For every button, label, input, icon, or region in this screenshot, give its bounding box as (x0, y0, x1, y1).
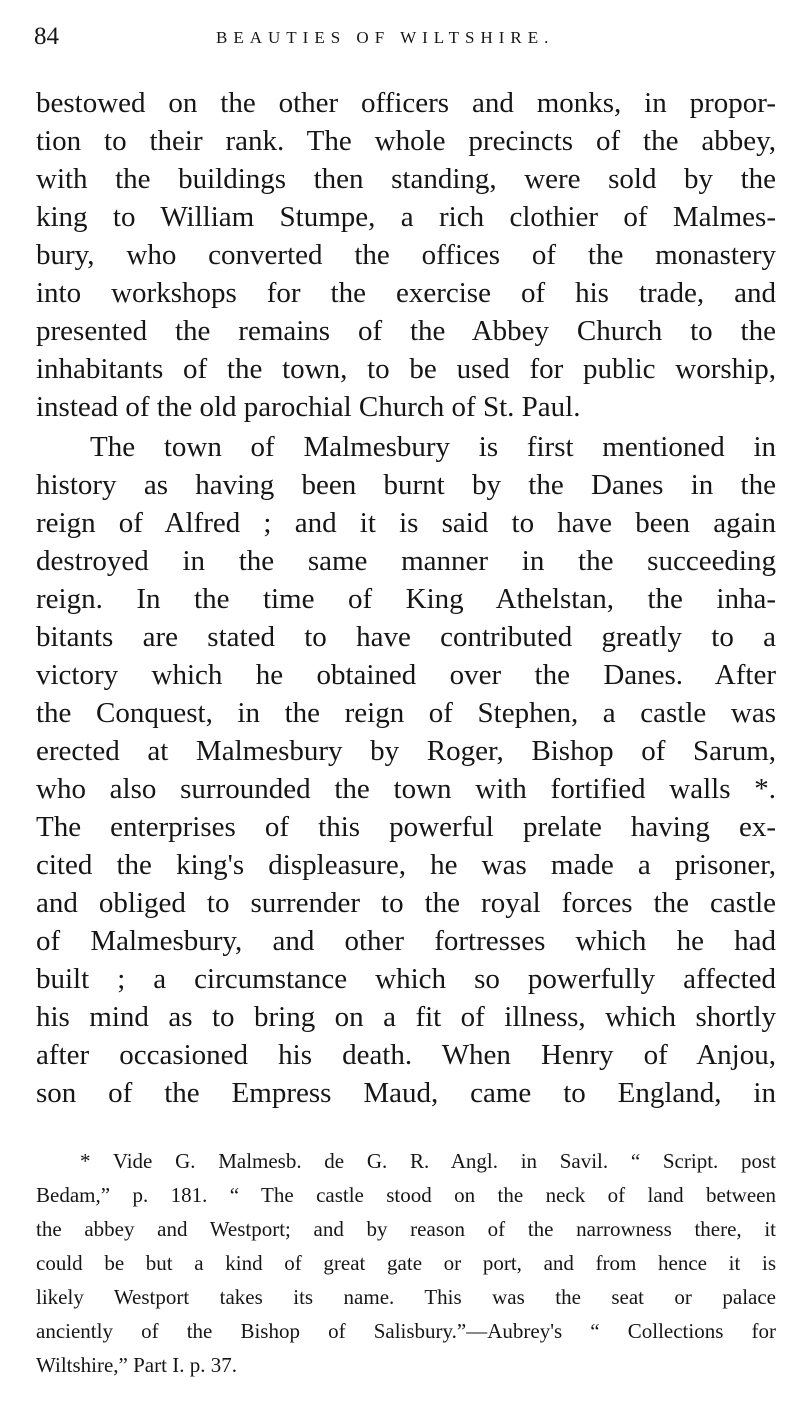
body-line: who also surrounded the town with fortified walls *. (36, 773, 776, 805)
body-line: history as having been burnt by the Danes in the (36, 469, 776, 501)
footnote-line: Bedam,” p. 181. “ The castle stood on the neck of land between (36, 1183, 776, 1207)
footnote-line: the abbey and Westport; and by reason of the narrowness there, it (36, 1217, 776, 1241)
body-line: after occasioned his death. When Henry of Anjou, (36, 1039, 776, 1071)
body-line: the Conquest, in the reign of Stephen, a castle was (36, 697, 776, 729)
paragraph-start-line: The town of Malmesbury is first mentioned in (90, 431, 776, 463)
body-line: cited the king's displeasure, he was made a prisoner, (36, 849, 776, 881)
footnote-line: * Vide G. Malmesb. de G. R. Angl. in Savil. “ Script. post (80, 1149, 776, 1173)
body-line: king to William Stumpe, a rich clothier of Malmes- (36, 201, 776, 233)
body-line: victory which he obtained over the Danes. After (36, 659, 776, 691)
footnote-line: could be but a kind of great gate or port, and from hence it is (36, 1251, 776, 1275)
running-head: BEAUTIES OF WILTSHIRE. (216, 28, 555, 47)
page-header (34, 22, 774, 52)
body-line: presented the remains of the Abbey Church to the (36, 315, 776, 347)
body-line: and obliged to surrender to the royal forces the castle (36, 887, 776, 919)
footnote-line: anciently of the Bishop of Salisbury.”—Aubrey's “ Collections for (36, 1319, 776, 1343)
body-line: built ; a circumstance which so powerfully affected (36, 963, 776, 995)
body-line: reign. In the time of King Athelstan, the inha- (36, 583, 776, 615)
body-line: son of the Empress Maud, came to England, in (36, 1077, 776, 1109)
body-line: tion to their rank. The whole precincts of the abbey, (36, 125, 776, 157)
footnote-line: Wiltshire,” Part I. p. 37. (36, 1353, 237, 1377)
body-line: The enterprises of this powerful prelate having ex- (36, 811, 776, 843)
body-line: with the buildings then standing, were sold by the (36, 163, 776, 195)
body-line: erected at Malmesbury by Roger, Bishop of Sarum, (36, 735, 776, 767)
body-line: his mind as to bring on a fit of illness, which shortly (36, 1001, 776, 1033)
footnote-line: likely Westport takes its name. This was the seat or palace (36, 1285, 776, 1309)
body-line: destroyed in the same manner in the succeeding (36, 545, 776, 577)
body-line: instead of the old parochial Church of St. Paul. (36, 391, 581, 423)
body-line: bury, who converted the offices of the monastery (36, 239, 776, 271)
body-line: bitants are stated to have contributed greatly to a (36, 621, 776, 653)
body-line: reign of Alfred ; and it is said to have been again (36, 507, 776, 539)
body-line: bestowed on the other officers and monks, in propor- (36, 87, 776, 119)
body-line: into workshops for the exercise of his trade, and (36, 277, 776, 309)
page-number: 84 (34, 23, 59, 50)
body-line: of Malmesbury, and other fortresses which he had (36, 925, 776, 957)
body-line: inhabitants of the town, to be used for public worship, (36, 353, 776, 385)
